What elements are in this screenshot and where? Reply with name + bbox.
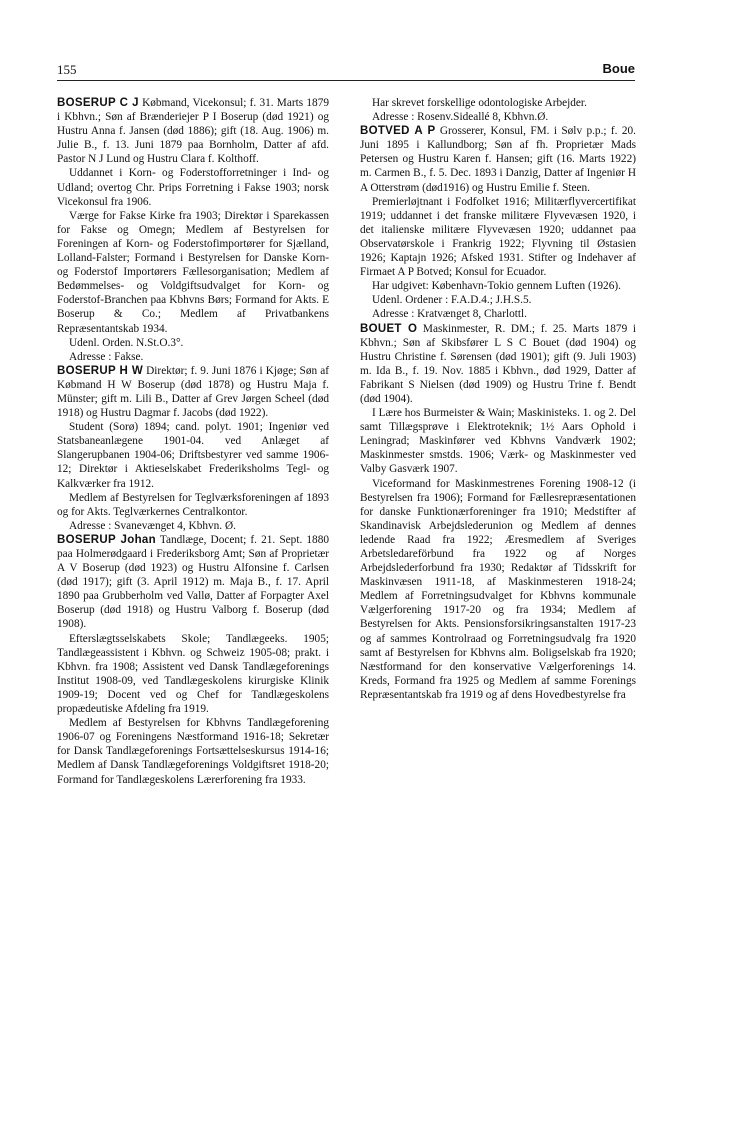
entry-paragraph: Efterslægtsselskabets Skole; Tandlægeeks. 1905; Tandlægeassistent i Kbhvn. og Schweiz 1905-08; prakt. i Kbhvn. fra 1908; Assistent ved Dansk Tandlægeforenings Institut 1908-09, ved Tandlægeskolens kirurgiske Klinik 1909-19; Docent ved og Chef for Tandlægeskolens propædeutiske Afdeling fra 1919. — [57, 632, 329, 716]
entry-paragraph: Viceformand for Maskinmestrenes Forening 1908-12 (i Bestyrelsen fra 1906); Formand for Fællesrepræsentationen for danske Funktionærforeninger fra 1910; Medstifter af Skandinavisk Arbejdslederunion og Medlem af dennes ledende Raad fra 1922; Æresmedlem af Sveriges Arbetsledareförbund fra 1922 og af Norges Arbejdslederforbund fra 1930; Redaktør af Tidsskrift for Maskinvæsen 1911-18, af Maskinmesteren 1918-24; Medlem af Forretningsudvalget for Kbhvns kommunale Vælgerforening 1917-20 og fra 1934; Medlem af Bestyrelsen for Akts. Pensionsforsikringsanstalten 1917-23 og af sammes Kontrolraad og Forretningsudvalg fra 1920 samt af Bestyrelsen for Kbhvns alm. Boligselskab fra 1920; Næstformand for den konservative Vælgerforenings 14. Kreds, Formand fra 1925 og Medlem af samme Forenings Repræsentantskab fra 1919 og af dens Hovedbestyrelse fra — [360, 477, 636, 701]
entry-boserup-johan — [57, 533, 329, 787]
entry-address: Adresse : Kratvænget 8, Charlottl. — [372, 308, 527, 321]
entry-paragraph: Student (Sorø) 1894; cand. polyt. 1901; Ingeniør ved Statsbaneanlægene 1901-04. ved Anlæget af Slangerupbanen 1904-06; Driftsbestyrer ved samme 1906-12; Direktør i Aktieselskabet Frederiksholms Tegl- og Kalkværker fra 1912. — [57, 421, 329, 490]
entry-boserup-h-w — [57, 364, 329, 533]
entry-orders: Udenl. Ordener : F.A.D.4.; J.H.S.5. — [372, 294, 532, 307]
headword: BOSERUP C J — [57, 97, 139, 109]
entry-paragraph: Uddannet i Korn- og Foderstofforretninger i Ind- og Udland; overtog Chr. Prips Forretning i Fakse 1903; norsk Vicekonsul fra 1906. — [57, 167, 329, 208]
headword: BOUET O — [360, 322, 418, 335]
entry-paragraph: Har udgivet: København-Tokio gennem Luften (1926). — [372, 280, 621, 293]
entry-orders: Udenl. Orden. N.St.O.3°. — [69, 336, 184, 349]
page-number: 155 — [57, 62, 77, 77]
entry-boserup-johan-continued — [360, 96, 636, 124]
entry-paragraph: Medlem af Bestyrelsen for Kbhvns Tandlægeforening 1906-07 og Foreningens Næstformand 1916-18; Sekretær for Dansk Tandlægeforenings Fortsættelseskursus 1914-16; Medlem af Dansk Tandlægeforenings Voldgiftsret 1918-20; Formand for Tandlægeskolens Lærerforening fra 1933. — [57, 717, 329, 786]
entry-paragraph: Værge for Fakse Kirke fra 1903; Direktør i Sparekassen for Fakse og Omegn; Medlem af Bestyrelsen for Foreningen af Korn- og Foderstofimportører for Sjælland, Lolland-Falster; Formand i Bestyrelsen for Danske Korn- og Foderstof Importørers Fællesorganisation; Medlem af Bedømmelses- og Voldgiftsudvalget for Korn- og Foderstof-Branchen paa Kbhvns Børs; Formand for Akts. E Boserup & Co.; Medlem af Privatbankens Repræsentantskab 1934. — [57, 209, 329, 335]
right-column — [360, 96, 636, 702]
entry-intro: Maskinmester, R. DM.; f. 25. Marts 1879 i Kbhvn.; Søn af Skibsfører L S C Bouet (død 1904) og Hustru Christine f. Sørensen (død 1901); gift (9. Juli 1903) m. Ida B., f. 19. Nov. 1885 i Kbhvn., død 1929, Datter af Fabrikant S Nielsen (død 1909) og Hustru Trine f. Bendt (død 1904). — [360, 322, 636, 405]
entry-intro: Købmand, Vicekonsul; f. 31. Marts 1879 i Kbhvn.; Søn af Brænderiejer P I Boserup (død 1921) og Hustru Anna f. Jansen (død 1886); gift (18. Aug. 1906) m. Julie B., f. 13. Juni 1879 paa Bornholm, Datter af afd. Pastor N J Lund og Hustru Clara f. Kolthoff. — [57, 97, 329, 166]
entry-address: Adresse : Fakse. — [69, 350, 144, 363]
entry-boserup-c-j — [57, 96, 329, 364]
entry-address: Adresse : Svanevænget 4, Kbhvn. Ø. — [69, 519, 236, 532]
running-title: Boue — [602, 61, 635, 76]
entry-intro: Grosserer, Konsul, FM. i Sølv p.p.; f. 20. Juni 1895 i Kallundborg; Søn af fh. Proprietær Mads Petersen og Hustru Karen f. Hansen; gift (16. Marts 1922) m. Carmen B., f. 5. Dec. 1893 i Danzig, Datter af Ingeniør H A Otterstrøm (død1916) og Hustru Emilie f. Steen. — [360, 125, 636, 194]
entry-paragraph: Medlem af Bestyrelsen for Teglværksforeningen af 1893 og for Akts. Teglværkernes Centralkontor. — [57, 491, 329, 518]
entry-address: Adresse : Rosenv.Sideallé 8, Kbhvn.Ø. — [372, 111, 549, 124]
entry-paragraph: Premierløjtnant i Fodfolket 1916; Militærflyvercertifikat 1919; uddannet i det franske militære Flyvevæsen 1920, i det italienske militære Flyvevæsen 1920; uddannet paa Observatørskole i Frankrig 1922; Flyvning til Østasien 1926; Kaptajn 1926; Afsked 1931. Stifter og Indehaver af Firmaet A P Botved; Konsul for Ecuador. — [360, 195, 636, 279]
entry-intro: Direktør; f. 9. Juni 1876 i Kjøge; Søn af Købmand H W Boserup (død 1878) og Hustru Maja f. Münster; gift m. Lili B., Datter af Grev Jørgen Scheel (død 1918) og Hustru Dagmar f. Jacobs (død 1922). — [57, 364, 329, 420]
running-header — [57, 60, 635, 81]
entry-intro: Tandlæge, Docent; f. 21. Sept. 1880 paa Holmerødgaard i Frederiksborg Amt; Søn af Proprietær A V Boserup (død 1923) og Hustru Alfonsine f. Carlsen (død 1917); gift (3. April 1912) m. Maja B., f. 17. April 1890 paa Grubberholm ved Vallø, Datter af Forpagter Axel Boserup (død 1918) og Hustru Valborg f. Boserup (død 1908). — [57, 533, 329, 631]
headword: BOSERUP H W — [57, 364, 144, 377]
entry-botved-a-p — [360, 124, 636, 321]
headword: BOTVED A P — [360, 125, 436, 138]
headword: BOSERUP Johan — [57, 533, 156, 546]
left-column — [57, 96, 329, 787]
entry-paragraph: I Lære hos Burmeister & Wain; Maskinisteks. 1. og 2. Del samt Tillægsprøve i Elektroteknik; 1½ Aars Ophold i Leningrad; Maskinfører ved Kbhvns Vandværk 1902; Maskinmester smstds. 1906; Værk- og Maskinmester ved Valby Gasværk 1907. — [360, 407, 636, 476]
entry-bouet-o — [360, 322, 636, 703]
entry-paragraph: Har skrevet forskellige odontologiske Arbejder. — [372, 97, 587, 109]
